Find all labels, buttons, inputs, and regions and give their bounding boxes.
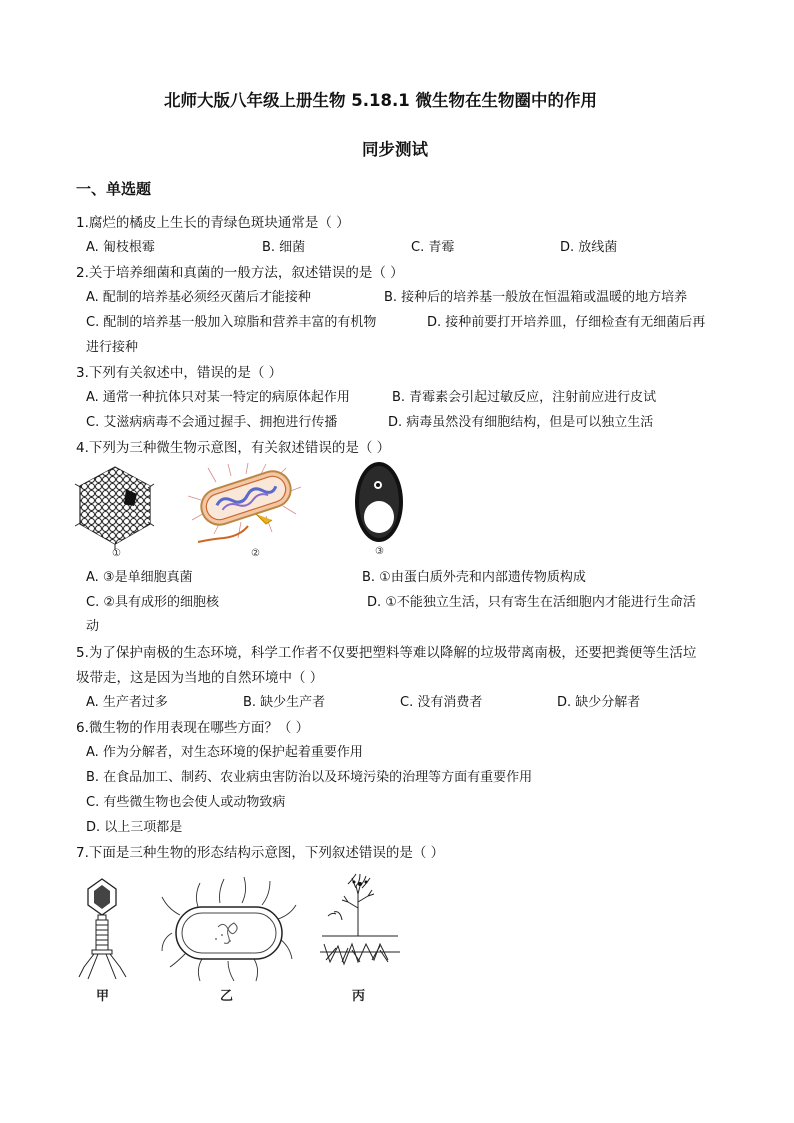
question-6-stem: 6.微生物的作用表现在哪些方面？（ ）	[76, 720, 310, 736]
question-2-option-d-cont: 进行接种	[86, 340, 139, 355]
question-6-option-c: C. 有些微生物也会使人或动物致病	[86, 795, 286, 810]
yeast-figure	[350, 460, 410, 562]
figure-label-bing: 丙	[352, 989, 366, 1004]
question-4-stem: 4.下列为三种微生物示意图，有关叙述错误的是（ ）	[76, 440, 391, 456]
question-3-option-b: B. 青霉素会引起过敏反应，注射前应进行皮试	[392, 390, 657, 405]
question-1-option-b: B. 细菌	[262, 240, 306, 255]
question-2-option-a: A. 配制的培养基必须经灭菌后才能接种	[86, 290, 311, 305]
question-1-stem: 1.腐烂的橘皮上生长的青绿色斑块通常是（ ）	[76, 215, 350, 231]
question-6-option-b: B. 在食品加工、制药、农业病虫害防治以及环境污染的治理等方面有重要作用	[86, 770, 533, 785]
question-2-option-c: C. 配制的培养基一般加入琼脂和营养丰富的有机物	[86, 315, 377, 330]
question-3-option-c: C. 艾滋病病毒不会通过握手、拥抱进行传播	[86, 415, 338, 430]
question-5-option-a: A. 生产者过多	[86, 695, 168, 710]
section-heading: 一、单选题	[76, 180, 152, 198]
question-7-stem: 7.下面是三种生物的形态结构示意图，下列叙述错误的是（ ）	[76, 845, 445, 861]
question-4-option-c: C. ②具有成形的细胞核	[86, 595, 219, 610]
bacterium-flagella-figure	[158, 875, 298, 1003]
figure-label-3: ③	[375, 546, 384, 557]
figure-label-jia: 甲	[96, 989, 110, 1004]
phage-figure	[76, 875, 132, 1003]
figure-label-yi: 乙	[220, 989, 234, 1004]
question-5-stem: 5.为了保护南极的生态环境，科学工作者不仅要把塑料等难以降解的垃圾带离南极，还要把粪便等生活垃	[76, 645, 697, 661]
bacterium-figure	[186, 462, 304, 562]
question-2-option-d: D. 接种前要打开培养皿，仔细检查有无细菌后再	[427, 315, 706, 330]
question-5-option-b: B. 缺少生产者	[243, 695, 326, 710]
question-6-option-d: D. 以上三项都是	[86, 820, 183, 835]
figure-label-1: ①	[112, 548, 121, 559]
mold-figure	[310, 872, 410, 1003]
virus-figure	[74, 462, 160, 562]
question-3-stem: 3.下列有关叙述中，错误的是（ ）	[76, 365, 283, 381]
question-4-option-b: B. ①由蛋白质外壳和内部遗传物质构成	[362, 570, 586, 585]
question-4-option-d: D. ①不能独立生活，只有寄生在活细胞内才能进行生命活	[367, 595, 696, 610]
question-5-option-c: C. 没有消费者	[400, 695, 483, 710]
question-3-option-a: A. 通常一种抗体只对某一特定的病原体起作用	[86, 390, 350, 405]
question-3-option-d: D. 病毒虽然没有细胞结构，但是可以独立生活	[388, 415, 654, 430]
question-1-option-c: C. 青霉	[411, 240, 455, 255]
question-4-option-a: A. ③是单细胞真菌	[86, 570, 193, 585]
page-title: 北师大版八年级上册生物 5.18.1 微生物在生物圈中的作用	[164, 91, 597, 110]
page-subtitle: 同步测试	[362, 140, 428, 159]
question-2-option-b: B. 接种后的培养基一般放在恒温箱或温暖的地方培养	[384, 290, 688, 305]
question-4-option-d-cont: 动	[86, 619, 100, 634]
figure-label-2: ②	[251, 548, 260, 559]
question-6-option-a: A. 作为分解者，对生态环境的保护起着重要作用	[86, 745, 363, 760]
question-1-option-d: D. 放线菌	[560, 240, 618, 255]
question-2-stem: 2.关于培养细菌和真菌的一般方法，叙述错误的是（ ）	[76, 265, 404, 281]
question-1-option-a: A. 匍枝根霉	[86, 240, 155, 255]
question-5-option-d: D. 缺少分解者	[557, 695, 641, 710]
question-5-stem-cont: 圾带走，这是因为当地的自然环境中（ ）	[76, 670, 324, 686]
